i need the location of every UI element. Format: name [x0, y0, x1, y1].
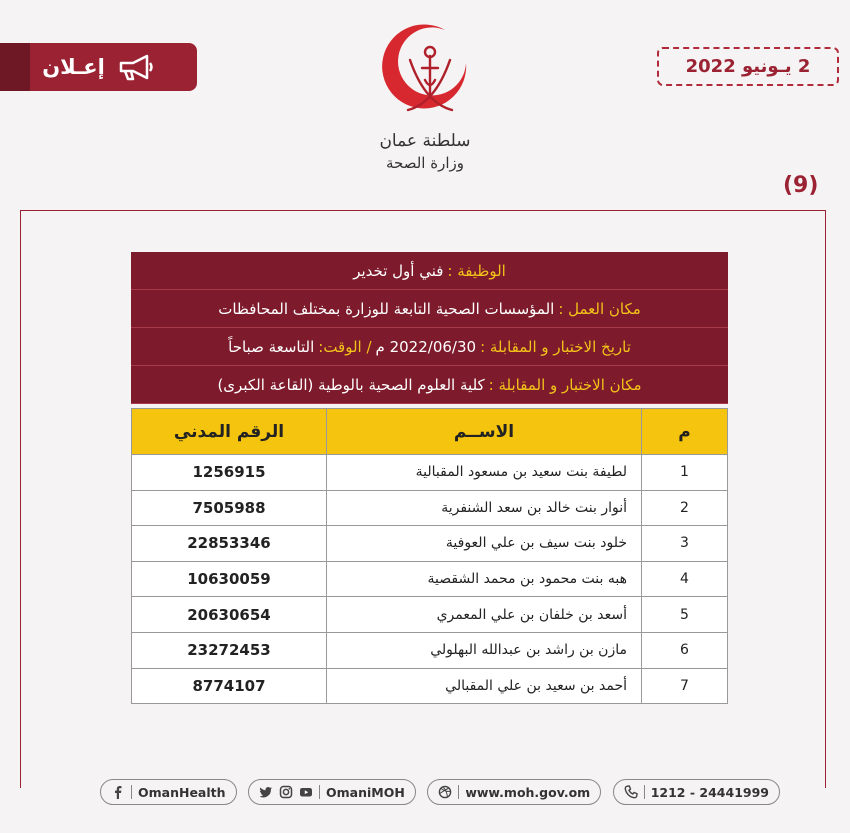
megaphone-icon: [115, 52, 155, 82]
list-number: (9): [783, 173, 819, 198]
workplace-label: مكان العمل :: [558, 299, 641, 318]
header-name: الاســم: [327, 409, 642, 455]
candidates-table: [131, 408, 728, 704]
job-info-band: [131, 252, 728, 404]
facebook-handle: OmanHealth: [138, 784, 226, 800]
workplace-value: المؤسسات الصحية التابعة للوزارة بمختلف المحافظات: [218, 299, 555, 318]
announcement-tab: [0, 43, 197, 91]
row-num: 2: [642, 490, 728, 526]
row-num: 5: [642, 597, 728, 633]
row-id: 22853346: [132, 526, 327, 562]
row-name: أنوار بنت خالد بن سعد الشنفرية: [327, 490, 642, 526]
header-id: الرقم المدني: [132, 409, 327, 455]
time-label: / الوقت:: [318, 337, 372, 356]
table-row: [132, 597, 728, 633]
test-date-value: 2022/06/30 م: [375, 337, 477, 356]
test-date-row: [131, 328, 728, 366]
venue-value: كلية العلوم الصحية بالوطية (القاعة الكبرى): [217, 375, 485, 394]
emblem-line2: وزارة الصحة: [386, 154, 464, 172]
venue-label: مكان الاختبار و المقابلة :: [488, 375, 642, 394]
table-row: [132, 526, 728, 562]
tab-shade: [0, 43, 30, 91]
job-row: [131, 252, 728, 290]
row-num: 7: [642, 668, 728, 704]
venue-row: [131, 366, 728, 404]
phone-link[interactable]: [613, 779, 780, 805]
youtube-icon: [299, 785, 313, 799]
job-value: فني أول تخدير: [353, 261, 444, 280]
footer-contacts: [100, 778, 780, 806]
website-url: www.moh.gov.om: [465, 784, 591, 800]
instagram-icon: [279, 785, 293, 799]
facebook-link[interactable]: [100, 779, 237, 805]
pill-divider: [458, 785, 459, 799]
twitter-icon: [259, 785, 273, 799]
row-name: أسعد بن خلفان بن علي المعمري: [327, 597, 642, 633]
date-text: 2 يـونيو 2022: [685, 56, 811, 77]
facebook-icon: [111, 785, 125, 799]
ministry-emblem: [370, 18, 480, 173]
row-name: هبه بنت محمود بن محمد الشقصية: [327, 561, 642, 597]
row-num: 6: [642, 632, 728, 668]
social-links[interactable]: [248, 779, 416, 805]
row-name: مازن بن راشد بن عبدالله البهلولي: [327, 632, 642, 668]
test-date-label: تاريخ الاختبار و المقابلة :: [480, 337, 631, 356]
phone-number: 1212 - 24441999: [650, 784, 769, 800]
job-label: الوظيفة :: [447, 261, 506, 280]
header-num: م: [642, 409, 728, 455]
phone-icon: [624, 785, 638, 799]
dribbble-globe-icon: [438, 785, 452, 799]
time-value: التاسعة صباحاً: [228, 337, 315, 356]
announcement-label: إعـلان: [42, 55, 105, 79]
table-row: [132, 632, 728, 668]
oman-emblem-icon: [370, 18, 480, 173]
row-id: 8774107: [132, 668, 327, 704]
table-header-row: [132, 409, 728, 455]
emblem-line1: سلطنة عمان: [379, 131, 471, 151]
table-row: [132, 561, 728, 597]
row-name: خلود بنت سيف بن علي العوفية: [327, 526, 642, 562]
row-id: 20630654: [132, 597, 327, 633]
row-name: أحمد بن سعيد بن علي المقبالي: [327, 668, 642, 704]
pill-divider: [131, 785, 132, 799]
date-box: [657, 47, 839, 86]
row-name: لطيفة بنت سعيد بن مسعود المقبالية: [327, 455, 642, 491]
row-id: 23272453: [132, 632, 327, 668]
table-row: [132, 490, 728, 526]
table-row: [132, 668, 728, 704]
row-num: 1: [642, 455, 728, 491]
pill-divider: [319, 785, 320, 799]
workplace-row: [131, 290, 728, 328]
row-num: 3: [642, 526, 728, 562]
pill-divider: [644, 785, 645, 799]
website-link[interactable]: [427, 779, 601, 805]
social-handle: OmaniMOH: [326, 784, 405, 800]
row-num: 4: [642, 561, 728, 597]
row-id: 10630059: [132, 561, 327, 597]
row-id: 7505988: [132, 490, 327, 526]
table-row: [132, 455, 728, 491]
row-id: 1256915: [132, 455, 327, 491]
